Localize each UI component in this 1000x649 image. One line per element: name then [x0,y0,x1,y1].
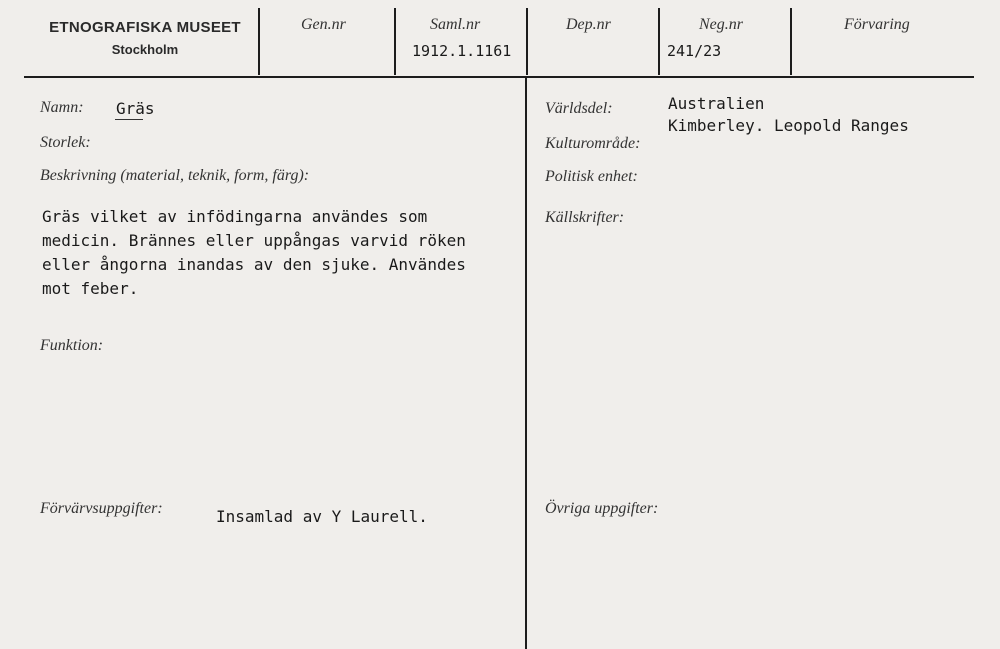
beskrivning-line: eller ångorna inandas av den sjuke. Användes [42,255,466,274]
ovriga-uppgifter-label: Övriga uppgifter: [545,500,659,517]
saml-nr-value: 1912.1.1161 [412,42,512,60]
beskrivning-label: Beskrivning (material, teknik, form, färg): [40,167,310,184]
namn-underline [115,119,143,120]
namn-value: Gräs [116,99,155,118]
header-divider [394,8,396,75]
header-divider [658,8,660,75]
kulturomrade-label: Kulturområde: [545,135,641,152]
kallskrifter-label: Källskrifter: [545,209,625,226]
storlek-label: Storlek: [40,134,91,151]
kulturomrade-value: Kimberley. Leopold Ranges [668,116,909,135]
politisk-enhet-label: Politisk enhet: [545,168,638,185]
museum-name: ETNOGRAFISKA MUSEET [49,19,241,36]
varldsdel-label: Världsdel: [545,100,613,117]
header-divider [258,8,260,75]
beskrivning-text [42,205,522,301]
forvarv-value: Insamlad av Y Laurell. [216,507,428,526]
museum-header [40,19,250,57]
beskrivning-line: Gräs vilket av infödingarna användes som [42,207,428,226]
namn-label: Namn: [40,99,84,116]
forvarv-label: Förvärvsuppgifter: [40,500,163,517]
funktion-label: Funktion: [40,337,104,354]
dep-nr-label: Dep.nr [566,16,611,33]
varldsdel-value: Australien [668,94,765,113]
beskrivning-line: medicin. Brännes eller uppångas varvid röken [42,231,466,250]
header-divider [526,8,528,75]
forvaring-label: Förvaring [844,16,910,33]
neg-nr-label: Neg.nr [699,16,743,33]
beskrivning-line: mot feber. [42,279,139,298]
header-rule [24,76,974,78]
gen-nr-label: Gen.nr [301,16,346,33]
neg-nr-value: 241/23 [667,42,722,60]
column-divider [525,77,527,649]
saml-nr-label: Saml.nr [430,16,481,33]
museum-city: Stockholm [111,42,179,57]
header-divider [790,8,792,75]
